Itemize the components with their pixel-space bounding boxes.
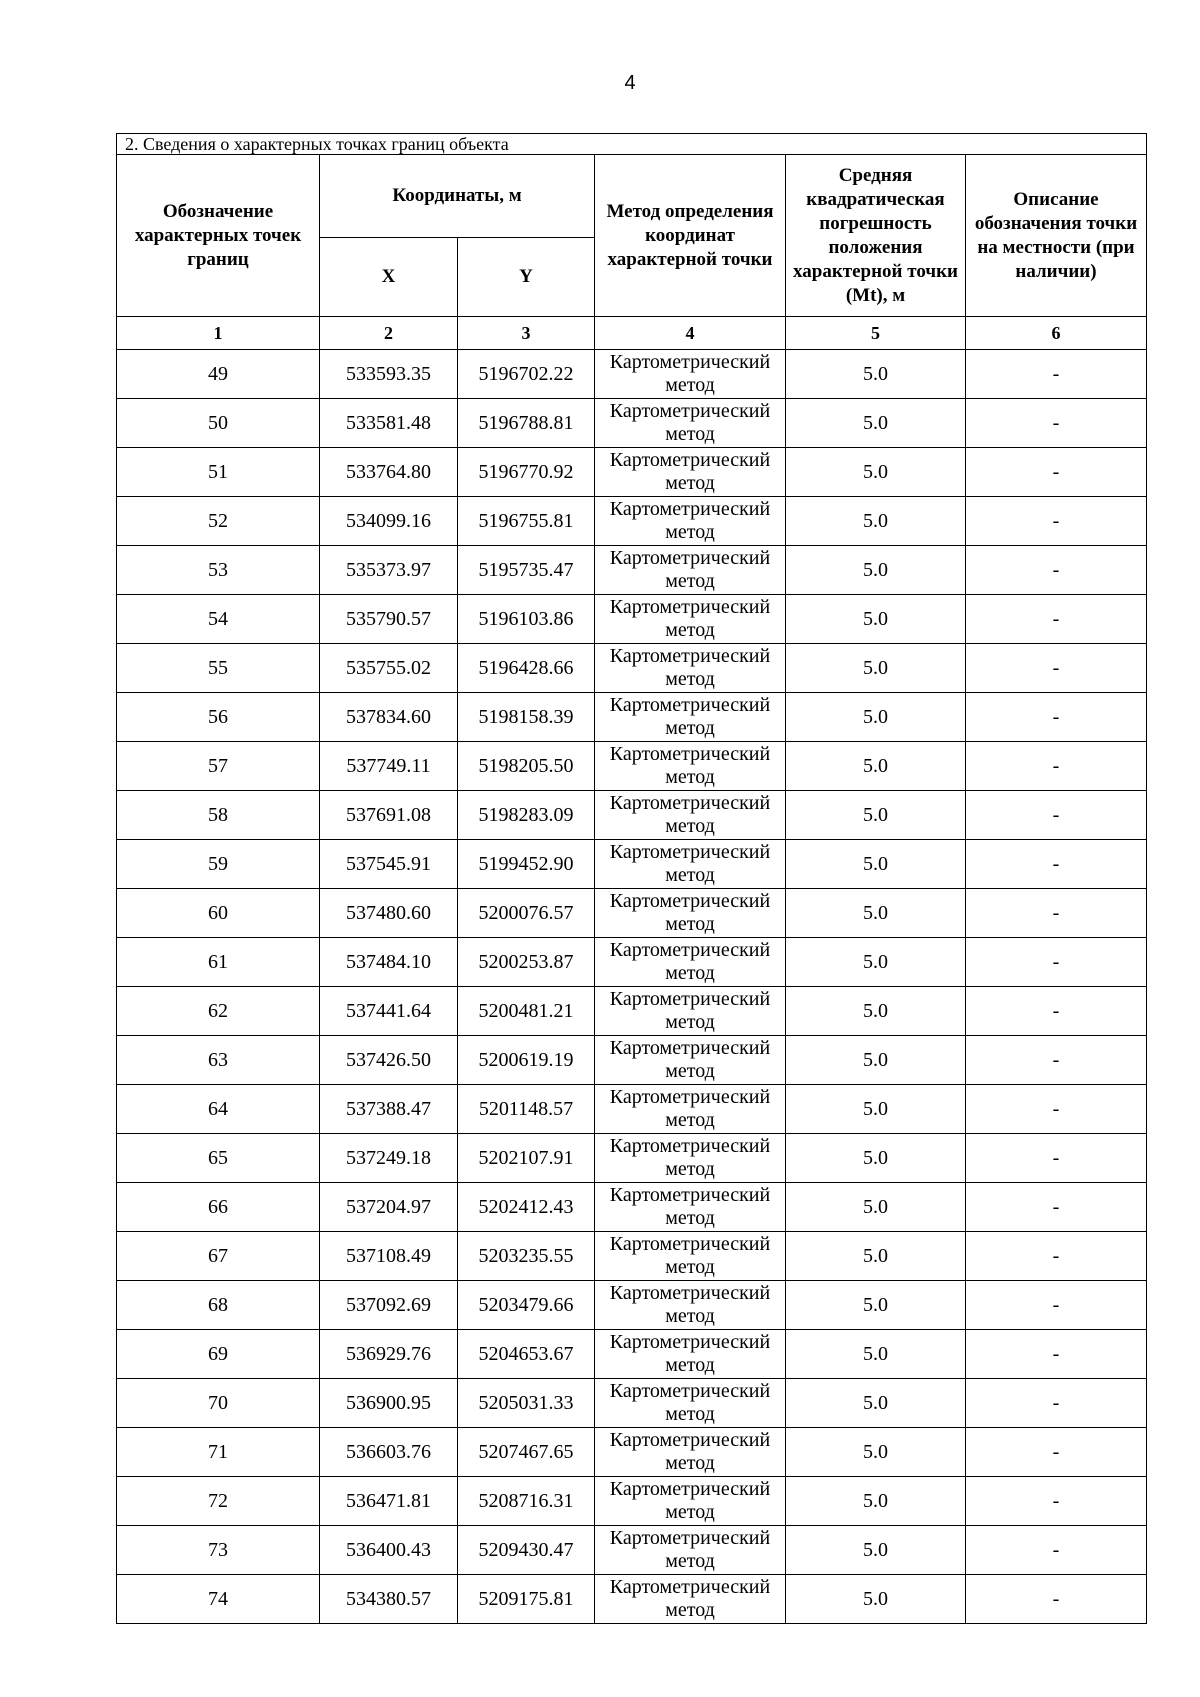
coord-x-cell: 537204.97 xyxy=(320,1183,458,1232)
point-id-cell: 74 xyxy=(117,1575,320,1624)
mean-error-cell: 5.0 xyxy=(786,1379,966,1428)
description-cell: - xyxy=(966,889,1147,938)
mean-error-cell: 5.0 xyxy=(786,938,966,987)
mean-error-cell: 5.0 xyxy=(786,1232,966,1281)
section-title-row xyxy=(117,134,1147,155)
column-number: 6 xyxy=(966,317,1147,350)
method-cell xyxy=(595,448,786,497)
coord-x-cell: 537545.91 xyxy=(320,840,458,889)
table-row xyxy=(117,1575,1147,1624)
mean-error-cell: 5.0 xyxy=(786,350,966,399)
method-line-2: метод xyxy=(665,1207,715,1229)
description-cell: - xyxy=(966,497,1147,546)
method-line-1: Картометрический xyxy=(609,547,771,569)
table-row xyxy=(117,1477,1147,1526)
method-cell xyxy=(595,1526,786,1575)
method-line-2: метод xyxy=(665,717,715,739)
point-id-cell: 59 xyxy=(117,840,320,889)
method-cell xyxy=(595,889,786,938)
coord-y-cell: 5195735.47 xyxy=(458,546,595,595)
description-cell: - xyxy=(966,1428,1147,1477)
coord-y-cell: 5209175.81 xyxy=(458,1575,595,1624)
table-body xyxy=(117,350,1147,1624)
description-cell: - xyxy=(966,1134,1147,1183)
method-line-1: Картометрический xyxy=(609,1478,771,1500)
coord-x-cell: 537092.69 xyxy=(320,1281,458,1330)
coord-x-cell: 535373.97 xyxy=(320,546,458,595)
method-line-2: метод xyxy=(665,864,715,886)
method-cell xyxy=(595,644,786,693)
coord-y-cell: 5203235.55 xyxy=(458,1232,595,1281)
point-id-cell: 50 xyxy=(117,399,320,448)
method-line-1: Картометрический xyxy=(609,694,771,716)
method-line-2: метод xyxy=(665,962,715,984)
method-line-1: Картометрический xyxy=(609,743,771,765)
point-id-cell: 63 xyxy=(117,1036,320,1085)
method-cell xyxy=(595,938,786,987)
method-line-2: метод xyxy=(665,766,715,788)
method-cell xyxy=(595,595,786,644)
header-row-top xyxy=(117,155,1147,238)
coord-x-cell: 535790.57 xyxy=(320,595,458,644)
mean-error-cell: 5.0 xyxy=(786,1428,966,1477)
coord-y-cell: 5201148.57 xyxy=(458,1085,595,1134)
coord-x-cell: 537480.60 xyxy=(320,889,458,938)
method-cell xyxy=(595,742,786,791)
point-id-cell: 54 xyxy=(117,595,320,644)
method-line-2: метод xyxy=(665,374,715,396)
method-line-2: метод xyxy=(665,668,715,690)
method-line-2: метод xyxy=(665,472,715,494)
header-description: Описание обозначения точки на местности (при наличии) xyxy=(966,155,1147,317)
method-line-2: метод xyxy=(665,815,715,837)
mean-error-cell: 5.0 xyxy=(786,791,966,840)
page-number: 4 xyxy=(624,72,636,94)
point-id-cell: 70 xyxy=(117,1379,320,1428)
method-line-1: Картометрический xyxy=(609,351,771,373)
coord-y-cell: 5196788.81 xyxy=(458,399,595,448)
coord-x-cell: 533581.48 xyxy=(320,399,458,448)
method-line-2: метод xyxy=(665,1452,715,1474)
column-number: 2 xyxy=(320,317,458,350)
method-line-1: Картометрический xyxy=(609,1233,771,1255)
method-line-1: Картометрический xyxy=(609,1135,771,1157)
description-cell: - xyxy=(966,1477,1147,1526)
method-line-1: Картометрический xyxy=(609,1282,771,1304)
table-row xyxy=(117,791,1147,840)
coord-y-cell: 5200619.19 xyxy=(458,1036,595,1085)
coord-x-cell: 537749.11 xyxy=(320,742,458,791)
method-line-2: метод xyxy=(665,1158,715,1180)
method-line-1: Картометрический xyxy=(609,890,771,912)
method-cell xyxy=(595,693,786,742)
point-id-cell: 56 xyxy=(117,693,320,742)
coord-x-cell: 534099.16 xyxy=(320,497,458,546)
method-cell xyxy=(595,1330,786,1379)
coord-y-cell: 5202107.91 xyxy=(458,1134,595,1183)
coord-x-cell: 537249.18 xyxy=(320,1134,458,1183)
method-line-1: Картометрический xyxy=(609,841,771,863)
mean-error-cell: 5.0 xyxy=(786,399,966,448)
mean-error-cell: 5.0 xyxy=(786,1036,966,1085)
method-cell xyxy=(595,399,786,448)
description-cell: - xyxy=(966,1036,1147,1085)
description-cell: - xyxy=(966,791,1147,840)
coord-x-cell: 534380.57 xyxy=(320,1575,458,1624)
point-id-cell: 72 xyxy=(117,1477,320,1526)
table-row xyxy=(117,840,1147,889)
coord-y-cell: 5196770.92 xyxy=(458,448,595,497)
column-number: 1 xyxy=(117,317,320,350)
method-line-2: метод xyxy=(665,1060,715,1082)
method-cell xyxy=(595,546,786,595)
mean-error-cell: 5.0 xyxy=(786,1281,966,1330)
point-id-cell: 64 xyxy=(117,1085,320,1134)
method-cell xyxy=(595,1036,786,1085)
description-cell: - xyxy=(966,546,1147,595)
method-line-2: метод xyxy=(665,1550,715,1572)
table-row xyxy=(117,693,1147,742)
method-line-1: Картометрический xyxy=(609,792,771,814)
method-line-2: метод xyxy=(665,1256,715,1278)
coord-y-cell: 5196702.22 xyxy=(458,350,595,399)
method-line-2: метод xyxy=(665,1354,715,1376)
description-cell: - xyxy=(966,399,1147,448)
table-row xyxy=(117,1281,1147,1330)
method-line-1: Картометрический xyxy=(609,1331,771,1353)
table-row xyxy=(117,595,1147,644)
point-id-cell: 49 xyxy=(117,350,320,399)
coord-y-cell: 5199452.90 xyxy=(458,840,595,889)
mean-error-cell: 5.0 xyxy=(786,1330,966,1379)
method-line-1: Картометрический xyxy=(609,498,771,520)
point-id-cell: 67 xyxy=(117,1232,320,1281)
method-cell xyxy=(595,350,786,399)
column-numbers-row xyxy=(117,317,1147,350)
section-title: 2. Сведения о характерных точках границ объекта xyxy=(117,134,1147,155)
point-id-cell: 61 xyxy=(117,938,320,987)
method-line-2: метод xyxy=(665,423,715,445)
coord-y-cell: 5207467.65 xyxy=(458,1428,595,1477)
description-cell: - xyxy=(966,840,1147,889)
description-cell: - xyxy=(966,1183,1147,1232)
method-line-2: метод xyxy=(665,1599,715,1621)
coord-x-cell: 537834.60 xyxy=(320,693,458,742)
method-line-2: метод xyxy=(665,619,715,641)
table-row xyxy=(117,938,1147,987)
coord-y-cell: 5196755.81 xyxy=(458,497,595,546)
header-mean-error: Средняя квадратическая погрешность положения характерной точки (Mt), м xyxy=(786,155,966,317)
coord-y-cell: 5208716.31 xyxy=(458,1477,595,1526)
method-line-1: Картометрический xyxy=(609,1576,771,1598)
point-id-cell: 66 xyxy=(117,1183,320,1232)
table-row xyxy=(117,1134,1147,1183)
method-cell xyxy=(595,987,786,1036)
method-cell xyxy=(595,1134,786,1183)
coord-x-cell: 537441.64 xyxy=(320,987,458,1036)
description-cell: - xyxy=(966,350,1147,399)
table-row xyxy=(117,889,1147,938)
method-line-2: метод xyxy=(665,1403,715,1425)
description-cell: - xyxy=(966,742,1147,791)
method-line-1: Картометрический xyxy=(609,1429,771,1451)
method-cell xyxy=(595,1232,786,1281)
mean-error-cell: 5.0 xyxy=(786,987,966,1036)
table-row xyxy=(117,987,1147,1036)
table-row xyxy=(117,1428,1147,1477)
coord-y-cell: 5198158.39 xyxy=(458,693,595,742)
description-cell: - xyxy=(966,1575,1147,1624)
table-row xyxy=(117,742,1147,791)
method-line-2: метод xyxy=(665,913,715,935)
method-cell xyxy=(595,1281,786,1330)
mean-error-cell: 5.0 xyxy=(786,1183,966,1232)
method-line-2: метод xyxy=(665,570,715,592)
coord-x-cell: 537426.50 xyxy=(320,1036,458,1085)
point-id-cell: 55 xyxy=(117,644,320,693)
method-cell xyxy=(595,1428,786,1477)
coord-y-cell: 5200253.87 xyxy=(458,938,595,987)
description-cell: - xyxy=(966,448,1147,497)
table-row xyxy=(117,497,1147,546)
coord-y-cell: 5196103.86 xyxy=(458,595,595,644)
mean-error-cell: 5.0 xyxy=(786,1526,966,1575)
description-cell: - xyxy=(966,987,1147,1036)
mean-error-cell: 5.0 xyxy=(786,546,966,595)
point-id-cell: 58 xyxy=(117,791,320,840)
coord-y-cell: 5202412.43 xyxy=(458,1183,595,1232)
coord-y-cell: 5198283.09 xyxy=(458,791,595,840)
coord-x-cell: 533764.80 xyxy=(320,448,458,497)
method-line-1: Картометрический xyxy=(609,1086,771,1108)
method-line-1: Картометрический xyxy=(609,645,771,667)
point-id-cell: 57 xyxy=(117,742,320,791)
method-line-1: Картометрический xyxy=(609,1527,771,1549)
method-cell xyxy=(595,1183,786,1232)
coord-x-cell: 537484.10 xyxy=(320,938,458,987)
coord-x-cell: 533593.35 xyxy=(320,350,458,399)
header-y: Y xyxy=(458,238,595,317)
mean-error-cell: 5.0 xyxy=(786,448,966,497)
mean-error-cell: 5.0 xyxy=(786,1134,966,1183)
description-cell: - xyxy=(966,595,1147,644)
coord-x-cell: 537691.08 xyxy=(320,791,458,840)
point-id-cell: 60 xyxy=(117,889,320,938)
table-row xyxy=(117,350,1147,399)
description-cell: - xyxy=(966,644,1147,693)
table-row xyxy=(117,644,1147,693)
point-id-cell: 69 xyxy=(117,1330,320,1379)
coord-x-cell: 536900.95 xyxy=(320,1379,458,1428)
coord-x-cell: 535755.02 xyxy=(320,644,458,693)
table-row xyxy=(117,1330,1147,1379)
mean-error-cell: 5.0 xyxy=(786,1575,966,1624)
method-line-2: метод xyxy=(665,1501,715,1523)
method-line-1: Картометрический xyxy=(609,1184,771,1206)
method-cell xyxy=(595,791,786,840)
table-row xyxy=(117,1526,1147,1575)
method-line-1: Картометрический xyxy=(609,449,771,471)
header-point-designation: Обозначение характерных точек границ xyxy=(117,155,320,317)
method-line-2: метод xyxy=(665,1109,715,1131)
method-cell xyxy=(595,1085,786,1134)
table-row xyxy=(117,546,1147,595)
method-line-2: метод xyxy=(665,1011,715,1033)
method-cell xyxy=(595,840,786,889)
point-id-cell: 53 xyxy=(117,546,320,595)
column-number: 4 xyxy=(595,317,786,350)
mean-error-cell: 5.0 xyxy=(786,889,966,938)
mean-error-cell: 5.0 xyxy=(786,644,966,693)
method-line-1: Картометрический xyxy=(609,1037,771,1059)
point-id-cell: 51 xyxy=(117,448,320,497)
coord-y-cell: 5200076.57 xyxy=(458,889,595,938)
table-row xyxy=(117,1085,1147,1134)
description-cell: - xyxy=(966,938,1147,987)
method-line-1: Картометрический xyxy=(609,939,771,961)
table-row xyxy=(117,1379,1147,1428)
method-cell xyxy=(595,1379,786,1428)
coord-y-cell: 5196428.66 xyxy=(458,644,595,693)
coord-y-cell: 5204653.67 xyxy=(458,1330,595,1379)
point-id-cell: 68 xyxy=(117,1281,320,1330)
point-id-cell: 71 xyxy=(117,1428,320,1477)
header-x: X xyxy=(320,238,458,317)
mean-error-cell: 5.0 xyxy=(786,840,966,889)
table-row xyxy=(117,399,1147,448)
description-cell: - xyxy=(966,1330,1147,1379)
method-cell xyxy=(595,1477,786,1526)
mean-error-cell: 5.0 xyxy=(786,742,966,791)
header-coordinates: Координаты, м xyxy=(320,155,595,238)
description-cell: - xyxy=(966,1085,1147,1134)
table-row xyxy=(117,1036,1147,1085)
coord-y-cell: 5209430.47 xyxy=(458,1526,595,1575)
coord-x-cell: 537108.49 xyxy=(320,1232,458,1281)
description-cell: - xyxy=(966,1526,1147,1575)
point-id-cell: 65 xyxy=(117,1134,320,1183)
point-id-cell: 73 xyxy=(117,1526,320,1575)
description-cell: - xyxy=(966,1379,1147,1428)
table-row xyxy=(117,1183,1147,1232)
description-cell: - xyxy=(966,693,1147,742)
description-cell: - xyxy=(966,1281,1147,1330)
coord-y-cell: 5198205.50 xyxy=(458,742,595,791)
coord-y-cell: 5200481.21 xyxy=(458,987,595,1036)
coord-y-cell: 5203479.66 xyxy=(458,1281,595,1330)
coord-x-cell: 536400.43 xyxy=(320,1526,458,1575)
method-line-1: Картометрический xyxy=(609,400,771,422)
coord-x-cell: 536471.81 xyxy=(320,1477,458,1526)
coord-y-cell: 5205031.33 xyxy=(458,1379,595,1428)
point-id-cell: 62 xyxy=(117,987,320,1036)
mean-error-cell: 5.0 xyxy=(786,497,966,546)
description-cell: - xyxy=(966,1232,1147,1281)
method-line-1: Картометрический xyxy=(609,988,771,1010)
boundary-points-table xyxy=(116,133,1147,1624)
coord-x-cell: 536929.76 xyxy=(320,1330,458,1379)
method-cell xyxy=(595,497,786,546)
method-line-2: метод xyxy=(665,1305,715,1327)
table-row xyxy=(117,1232,1147,1281)
header-method: Метод определения координат характерной точки xyxy=(595,155,786,317)
mean-error-cell: 5.0 xyxy=(786,1477,966,1526)
method-line-1: Картометрический xyxy=(609,1380,771,1402)
coord-x-cell: 536603.76 xyxy=(320,1428,458,1477)
column-number: 5 xyxy=(786,317,966,350)
method-cell xyxy=(595,1575,786,1624)
column-number: 3 xyxy=(458,317,595,350)
coord-x-cell: 537388.47 xyxy=(320,1085,458,1134)
method-line-2: метод xyxy=(665,521,715,543)
mean-error-cell: 5.0 xyxy=(786,595,966,644)
method-line-1: Картометрический xyxy=(609,596,771,618)
mean-error-cell: 5.0 xyxy=(786,693,966,742)
mean-error-cell: 5.0 xyxy=(786,1085,966,1134)
point-id-cell: 52 xyxy=(117,497,320,546)
table-row xyxy=(117,448,1147,497)
